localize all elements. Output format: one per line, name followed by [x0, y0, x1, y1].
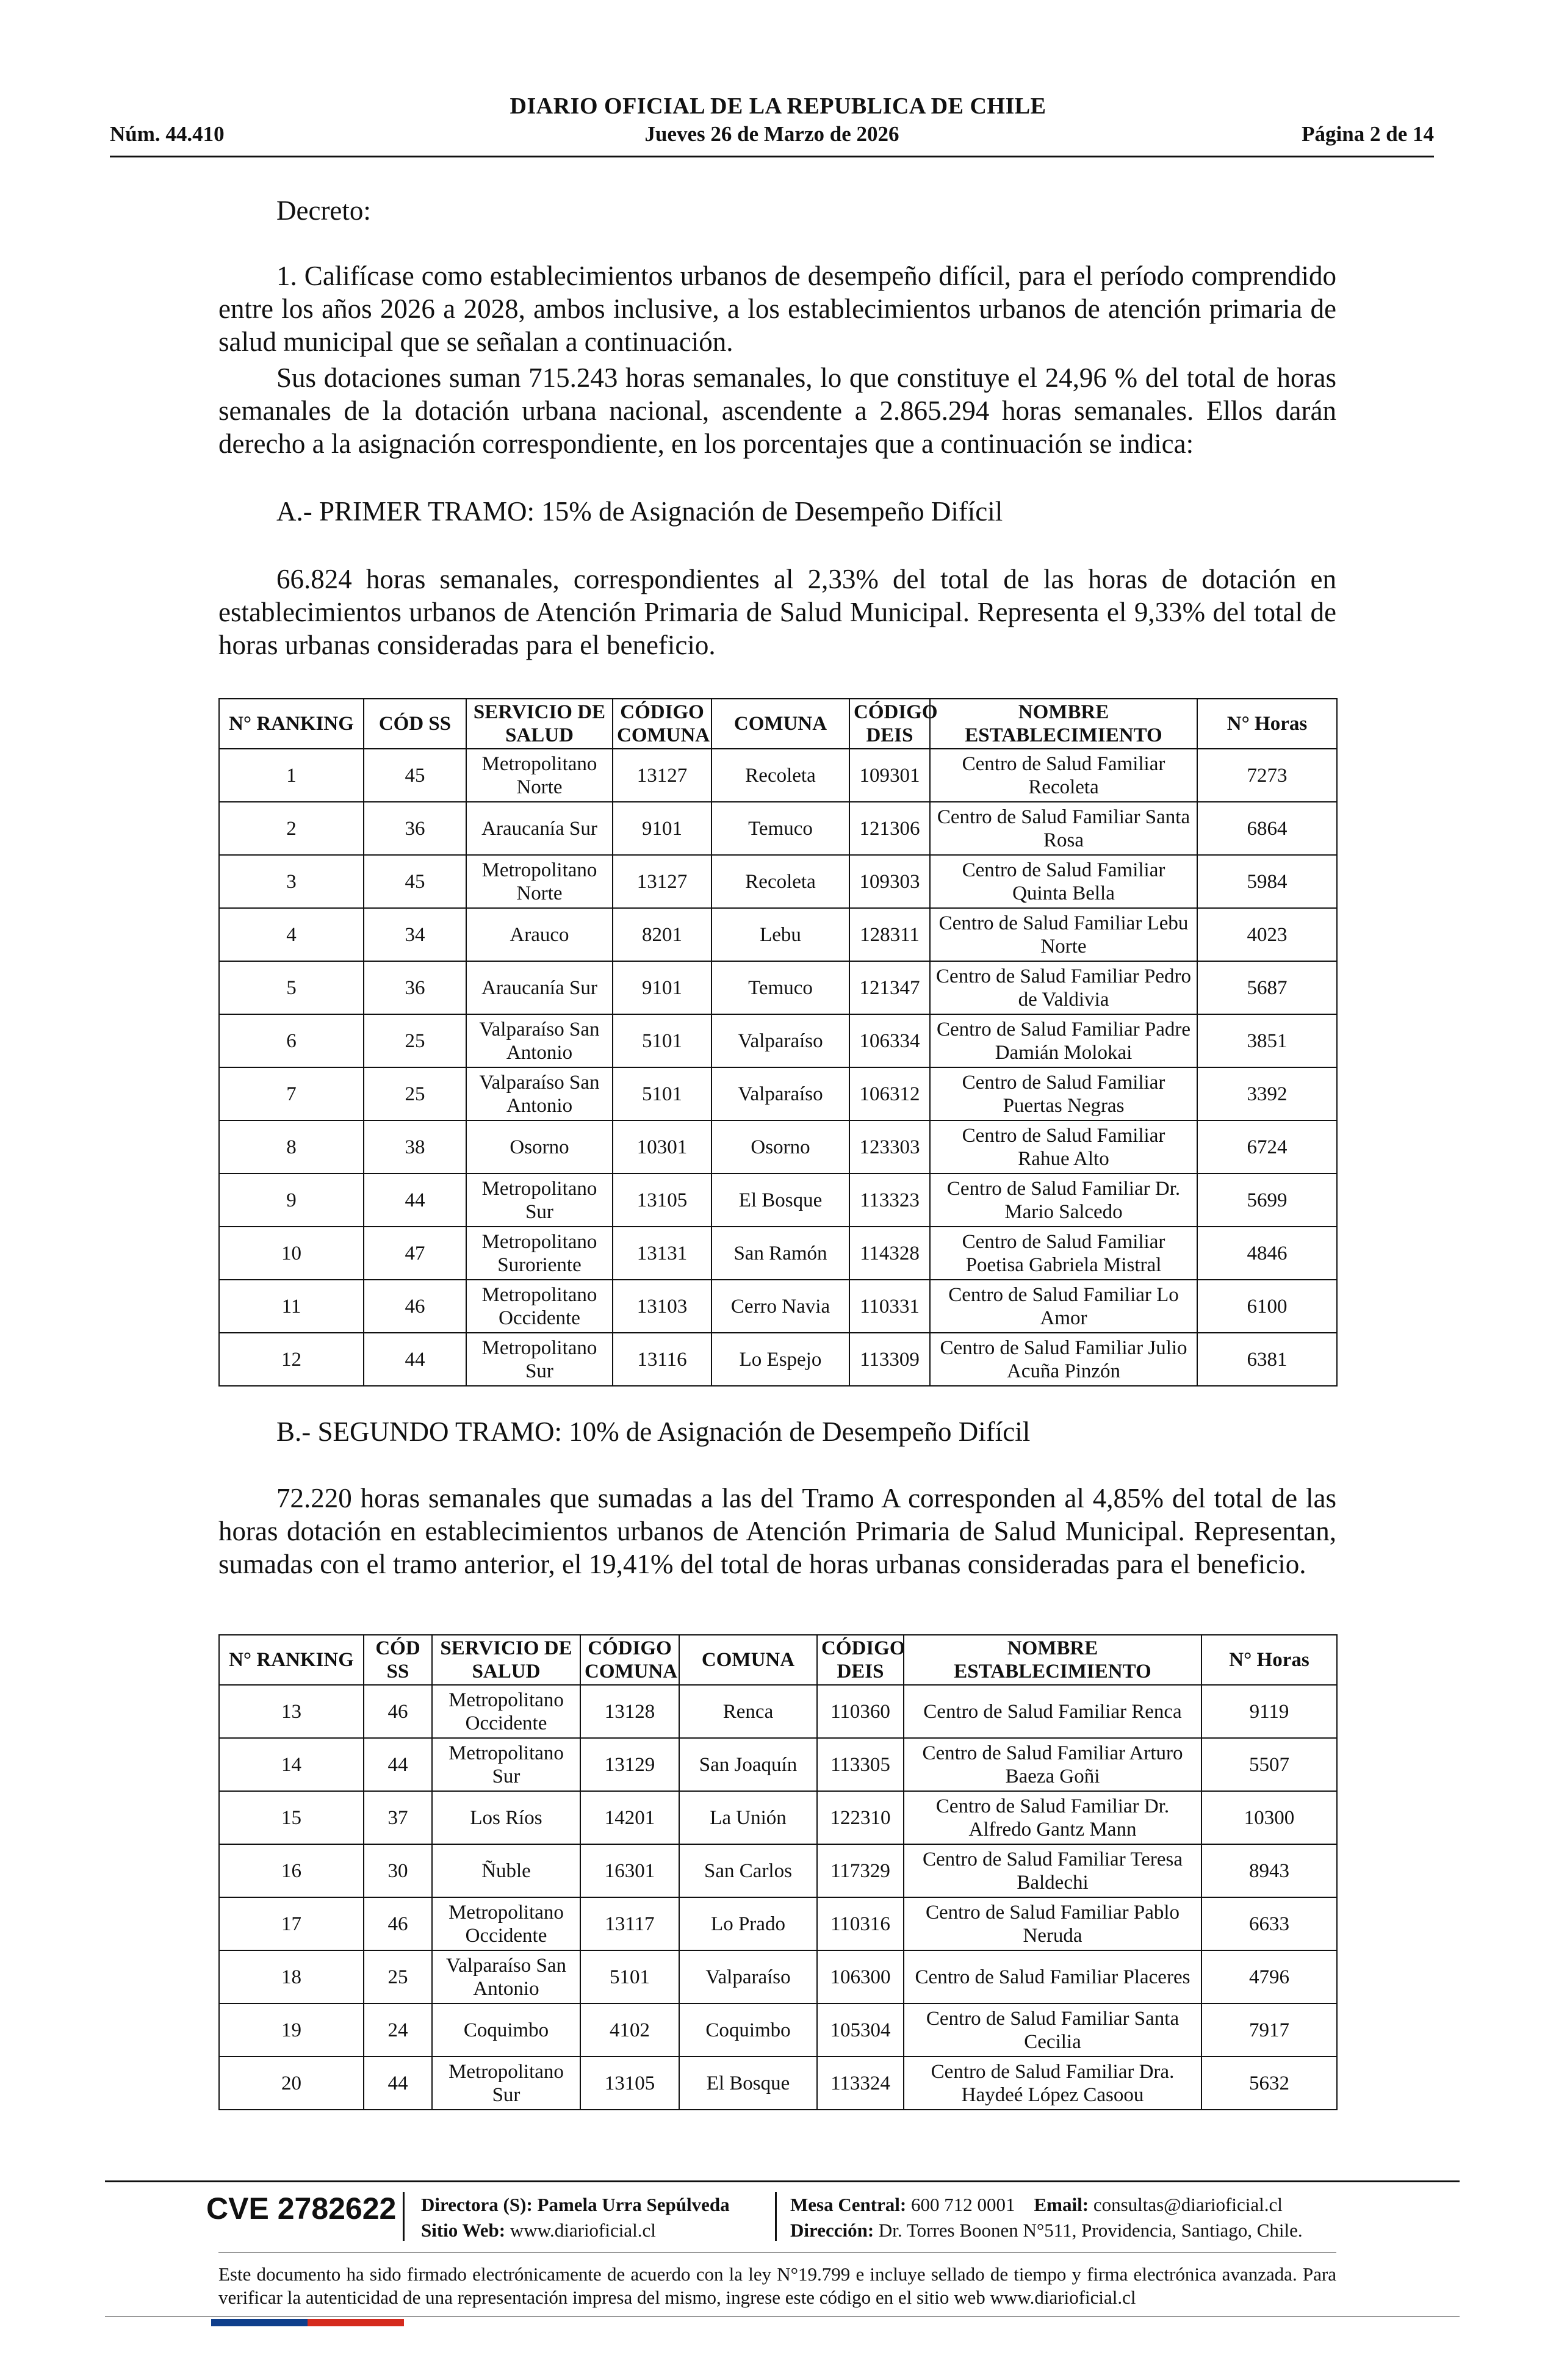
paragraph-2 — [218, 361, 1336, 460]
cell-ranking: 17 — [219, 1897, 364, 1950]
header-servicio: SERVICIO DE SALUD — [432, 1635, 580, 1685]
cell-establecimiento: Centro de Salud Familiar Santa Rosa — [930, 802, 1197, 855]
email-link[interactable]: consultas@diarioficial.cl — [1093, 2194, 1283, 2215]
table-row — [219, 1791, 1337, 1844]
cell-codigo-comuna: 13128 — [580, 1685, 679, 1738]
table-tramo-b — [218, 1634, 1338, 2110]
cell-establecimiento: Centro de Salud Familiar Quinta Bella — [930, 855, 1197, 908]
cell-comuna: Lo Espejo — [711, 1333, 849, 1386]
header-comuna: COMUNA — [679, 1635, 817, 1685]
cell-horas: 6100 — [1197, 1280, 1337, 1333]
cell-cod-ss: 30 — [364, 1844, 432, 1897]
cell-ranking: 9 — [219, 1174, 364, 1227]
cell-ranking: 18 — [219, 1950, 364, 2003]
cell-cod-ss: 44 — [364, 2057, 432, 2110]
tramo-a-paragraph — [218, 563, 1336, 662]
footer-divider-secondary — [218, 2252, 1336, 2253]
cell-servicio: Araucanía Sur — [466, 961, 613, 1014]
cell-cod-ss: 25 — [364, 1014, 466, 1067]
cell-comuna: San Carlos — [679, 1844, 817, 1897]
table-row — [219, 749, 1337, 802]
table-row — [219, 2003, 1337, 2057]
table-row — [219, 1014, 1337, 1067]
cell-comuna: Lebu — [711, 908, 849, 961]
director-name: Pamela Urra Sepúlveda — [537, 2194, 730, 2215]
cell-establecimiento: Centro de Salud Familiar Dra. Haydeé López Casoou — [904, 2057, 1201, 2110]
cell-ranking: 10 — [219, 1227, 364, 1280]
cell-establecimiento: Centro de Salud Familiar Lo Amor — [930, 1280, 1197, 1333]
legal-notice: Este documento ha sido firmado electrónicamente de acuerdo con la ley N°19.799 e incluye sellado de tiempo y firma electrónica avanzada. Para verificar la autenticidad de una representación impresa del mismo, ingrese este código en el sitio web www.diarioficial.cl — [218, 2263, 1336, 2308]
cell-comuna: Valparaíso — [711, 1014, 849, 1067]
decree-label-text: Decreto: — [276, 195, 371, 226]
issue-number: Núm. 44.410 — [110, 122, 225, 146]
cell-cod-ss: 24 — [364, 2003, 432, 2057]
header-codigo-comuna: CÓDIGO COMUNA — [613, 699, 711, 749]
cell-cod-ss: 45 — [364, 855, 466, 908]
cell-codigo-deis: 105304 — [817, 2003, 904, 2057]
cell-codigo-comuna: 13103 — [613, 1280, 711, 1333]
cell-horas: 4846 — [1197, 1227, 1337, 1280]
cell-codigo-comuna: 5101 — [613, 1067, 711, 1120]
cell-cod-ss: 25 — [364, 1950, 432, 2003]
cell-codigo-deis: 122310 — [817, 1791, 904, 1844]
cell-horas: 5699 — [1197, 1174, 1337, 1227]
cell-servicio: Valparaíso San Antonio — [466, 1014, 613, 1067]
cell-servicio: Los Ríos — [432, 1791, 580, 1844]
director-label: Directora (S): — [421, 2194, 533, 2215]
decree-label — [218, 194, 1336, 227]
cell-comuna: Recoleta — [711, 855, 849, 908]
cell-codigo-comuna: 13129 — [580, 1738, 679, 1791]
cell-codigo-comuna: 13127 — [613, 749, 711, 802]
cell-establecimiento: Centro de Salud Familiar Julio Acuña Pinzón — [930, 1333, 1197, 1386]
cell-servicio: Metropolitano Norte — [466, 749, 613, 802]
table-row — [219, 961, 1337, 1014]
cell-codigo-comuna: 5101 — [613, 1014, 711, 1067]
footer-divider — [105, 2180, 1460, 2182]
cell-cod-ss: 46 — [364, 1897, 432, 1950]
cell-servicio: Metropolitano Sur — [466, 1333, 613, 1386]
cell-horas: 10300 — [1201, 1791, 1337, 1844]
cell-servicio: Metropolitano Sur — [432, 2057, 580, 2110]
cell-servicio: Valparaíso San Antonio — [466, 1067, 613, 1120]
table-row — [219, 1174, 1337, 1227]
cell-codigo-deis: 106334 — [849, 1014, 930, 1067]
cell-horas: 7273 — [1197, 749, 1337, 802]
tramo-b-paragraph — [218, 1482, 1336, 1581]
cell-horas: 9119 — [1201, 1685, 1337, 1738]
cell-cod-ss: 38 — [364, 1120, 466, 1174]
cell-codigo-deis: 113305 — [817, 1738, 904, 1791]
cell-cod-ss: 34 — [364, 908, 466, 961]
cell-cod-ss: 46 — [364, 1280, 466, 1333]
cell-cod-ss: 36 — [364, 802, 466, 855]
cell-codigo-comuna: 9101 — [613, 802, 711, 855]
web-label: Sitio Web: — [421, 2220, 506, 2241]
cell-establecimiento: Centro de Salud Familiar Poetisa Gabriela Mistral — [930, 1227, 1197, 1280]
table-row — [219, 802, 1337, 855]
cell-horas: 7917 — [1201, 2003, 1337, 2057]
cell-horas: 6633 — [1201, 1897, 1337, 1950]
cell-ranking: 12 — [219, 1333, 364, 1386]
cell-establecimiento: Centro de Salud Familiar Recoleta — [930, 749, 1197, 802]
cell-establecimiento: Centro de Salud Familiar Rahue Alto — [930, 1120, 1197, 1174]
cell-codigo-deis: 110316 — [817, 1897, 904, 1950]
cell-horas: 6724 — [1197, 1120, 1337, 1174]
cell-ranking: 14 — [219, 1738, 364, 1791]
header-ranking: N° RANKING — [219, 699, 364, 749]
cell-codigo-deis: 106312 — [849, 1067, 930, 1120]
cell-comuna: Cerro Navia — [711, 1280, 849, 1333]
header-establecimiento: NOMBRE ESTABLECIMIENTO — [904, 1635, 1201, 1685]
cell-comuna: Valparaíso — [711, 1067, 849, 1120]
cell-ranking: 13 — [219, 1685, 364, 1738]
cell-establecimiento: Centro de Salud Familiar Placeres — [904, 1950, 1201, 2003]
footer-separator — [403, 2192, 405, 2241]
cell-codigo-comuna: 13131 — [613, 1227, 711, 1280]
cell-cod-ss: 44 — [364, 1738, 432, 1791]
cell-cod-ss: 44 — [364, 1333, 466, 1386]
table-header-row — [219, 699, 1337, 749]
website-link[interactable]: www.diarioficial.cl — [510, 2220, 656, 2241]
flag-stripe-blue — [211, 2319, 308, 2326]
cell-horas: 5687 — [1197, 961, 1337, 1014]
cell-ranking: 5 — [219, 961, 364, 1014]
flag-stripe-red — [308, 2319, 404, 2326]
cell-codigo-comuna: 9101 — [613, 961, 711, 1014]
cell-cod-ss: 45 — [364, 749, 466, 802]
table-row — [219, 1950, 1337, 2003]
cell-codigo-deis: 123303 — [849, 1120, 930, 1174]
cell-comuna: El Bosque — [679, 2057, 817, 2110]
cell-cod-ss: 46 — [364, 1685, 432, 1738]
cell-comuna: Recoleta — [711, 749, 849, 802]
cell-comuna: Temuco — [711, 802, 849, 855]
cell-horas: 5632 — [1201, 2057, 1337, 2110]
cell-establecimiento: Centro de Salud Familiar Lebu Norte — [930, 908, 1197, 961]
cell-comuna: La Unión — [679, 1791, 817, 1844]
cell-comuna: Coquimbo — [679, 2003, 817, 2057]
cell-establecimiento: Centro de Salud Familiar Padre Damián Molokai — [930, 1014, 1197, 1067]
cell-codigo-comuna: 4102 — [580, 2003, 679, 2057]
table-row — [219, 1227, 1337, 1280]
cell-servicio: Ñuble — [432, 1844, 580, 1897]
table-row — [219, 855, 1337, 908]
header-codigo-deis: CÓDIGO DEIS — [817, 1635, 904, 1685]
table-row — [219, 2057, 1337, 2110]
table-row — [219, 1067, 1337, 1120]
cell-codigo-deis: 113309 — [849, 1333, 930, 1386]
cell-ranking: 11 — [219, 1280, 364, 1333]
footer-divider-bottom — [105, 2316, 1460, 2317]
paragraph-2-text: Sus dotaciones suman 715.243 horas semanales, lo que constituye el 24,96 % del total de horas semanales de la dotación urbana nacional, ascendente a 2.865.294 horas semanales. Ellos darán derecho a la asignación correspondiente, en los porcentajes que a continuación se indica: — [218, 362, 1336, 459]
cell-servicio: Osorno — [466, 1120, 613, 1174]
newspaper-title: DIARIO OFICIAL DE LA REPUBLICA DE CHILE — [510, 93, 1046, 119]
cell-comuna: El Bosque — [711, 1174, 849, 1227]
cell-comuna: San Joaquín — [679, 1738, 817, 1791]
cell-codigo-comuna: 13127 — [613, 855, 711, 908]
cell-codigo-deis: 117329 — [817, 1844, 904, 1897]
cell-cod-ss: 47 — [364, 1227, 466, 1280]
cell-codigo-comuna: 13105 — [613, 1174, 711, 1227]
cell-ranking: 8 — [219, 1120, 364, 1174]
cell-comuna: Lo Prado — [679, 1897, 817, 1950]
cell-comuna: Renca — [679, 1685, 817, 1738]
cell-horas: 3392 — [1197, 1067, 1337, 1120]
cell-codigo-deis: 109301 — [849, 749, 930, 802]
phone-label: Mesa Central: — [790, 2194, 907, 2215]
cell-horas: 5984 — [1197, 855, 1337, 908]
cell-establecimiento: Centro de Salud Familiar Puertas Negras — [930, 1067, 1197, 1120]
cell-ranking: 4 — [219, 908, 364, 961]
header-ranking: N° RANKING — [219, 1635, 364, 1685]
cell-codigo-deis: 113323 — [849, 1174, 930, 1227]
cell-codigo-comuna: 13116 — [613, 1333, 711, 1386]
cell-servicio: Valparaíso San Antonio — [432, 1950, 580, 2003]
cell-ranking: 7 — [219, 1067, 364, 1120]
cell-horas: 4023 — [1197, 908, 1337, 961]
paragraph-1-text: 1. Califícase como establecimientos urbanos de desempeño difícil, para el período comprendido entre los años 2026 a 2028, ambos inclusive, a los establecimientos urbanos de atención primaria de salud municipal que se señalan a continuación. — [218, 261, 1336, 357]
table-row — [219, 908, 1337, 961]
cell-horas: 6864 — [1197, 802, 1337, 855]
cell-cod-ss: 44 — [364, 1174, 466, 1227]
header-codigo-comuna: CÓDIGO COMUNA — [580, 1635, 679, 1685]
tramo-b-text: 72.220 horas semanales que sumadas a las del Tramo A corresponden al 4,85% del total de las horas dotación en establecimientos urbanos de Atención Primaria de Salud Municipal. Representan, sumadas con el tramo anterior, el 19,41% del total de horas urbanas consideradas para el beneficio. — [218, 1483, 1336, 1579]
cell-establecimiento: Centro de Salud Familiar Teresa Baldechi — [904, 1844, 1201, 1897]
cell-servicio: Metropolitano Sur — [466, 1174, 613, 1227]
tramo-b-heading: B.- SEGUNDO TRAMO: 10% de Asignación de Desempeño Difícil — [276, 1416, 1031, 1447]
cell-ranking: 16 — [219, 1844, 364, 1897]
cell-servicio: Metropolitano Suroriente — [466, 1227, 613, 1280]
cell-codigo-comuna: 10301 — [613, 1120, 711, 1174]
header-row — [110, 122, 1434, 153]
cell-horas: 8943 — [1201, 1844, 1337, 1897]
cell-establecimiento: Centro de Salud Familiar Renca — [904, 1685, 1201, 1738]
email-label: Email: — [1034, 2194, 1089, 2215]
header-comuna: COMUNA — [711, 699, 849, 749]
cell-servicio: Araucanía Sur — [466, 802, 613, 855]
header-horas: N° Horas — [1197, 699, 1337, 749]
header-cod-ss: CÓD SS — [364, 699, 466, 749]
header-cod-ss: CÓD SS — [364, 1635, 432, 1685]
cell-ranking: 1 — [219, 749, 364, 802]
cell-codigo-comuna: 16301 — [580, 1844, 679, 1897]
cell-codigo-comuna: 14201 — [580, 1791, 679, 1844]
cell-comuna: San Ramón — [711, 1227, 849, 1280]
cell-codigo-deis: 121347 — [849, 961, 930, 1014]
cell-ranking: 3 — [219, 855, 364, 908]
cell-servicio: Arauco — [466, 908, 613, 961]
tramo-a-text: 66.824 horas semanales, correspondientes al 2,33% del total de las horas de dotación en establecimientos urbanos de Atención Primaria de Salud Municipal. Representa el 9,33% del total de horas urbanas consideradas para el beneficio. — [218, 564, 1336, 660]
cell-establecimiento: Centro de Salud Familiar Santa Cecilia — [904, 2003, 1201, 2057]
cell-servicio: Metropolitano Sur — [432, 1738, 580, 1791]
header-horas: N° Horas — [1201, 1635, 1337, 1685]
address-value: Dr. Torres Boonen N°511, Providencia, Santiago, Chile. — [878, 2220, 1303, 2241]
table-row — [219, 1844, 1337, 1897]
cell-ranking: 15 — [219, 1791, 364, 1844]
tramo-a-heading: A.- PRIMER TRAMO: 15% de Asignación de Desempeño Difícil — [276, 496, 1003, 527]
issue-date: Jueves 26 de Marzo de 2026 — [644, 122, 899, 146]
footer-contact-right — [790, 2192, 1303, 2243]
cell-horas: 6381 — [1197, 1333, 1337, 1386]
cell-establecimiento: Centro de Salud Familiar Arturo Baeza Goñi — [904, 1738, 1201, 1791]
cve-code: CVE 2782622 — [206, 2191, 397, 2226]
paragraph-1 — [218, 259, 1336, 358]
cell-comuna: Temuco — [711, 961, 849, 1014]
cell-comuna: Valparaíso — [679, 1950, 817, 2003]
table-row — [219, 1333, 1337, 1386]
cell-codigo-deis: 110360 — [817, 1685, 904, 1738]
cell-comuna: Osorno — [711, 1120, 849, 1174]
cell-cod-ss: 36 — [364, 961, 466, 1014]
phone-value: 600 712 0001 — [911, 2194, 1015, 2215]
cell-ranking: 20 — [219, 2057, 364, 2110]
table-row — [219, 1280, 1337, 1333]
cell-ranking: 2 — [219, 802, 364, 855]
address-label: Dirección: — [790, 2220, 874, 2241]
header-divider — [110, 156, 1434, 157]
footer-contact-left — [421, 2192, 730, 2243]
footer-separator — [775, 2192, 777, 2241]
cell-codigo-comuna: 13117 — [580, 1897, 679, 1950]
cell-codigo-comuna: 13105 — [580, 2057, 679, 2110]
cell-horas: 5507 — [1201, 1738, 1337, 1791]
cell-codigo-deis: 121306 — [849, 802, 930, 855]
table-row — [219, 1120, 1337, 1174]
cell-establecimiento: Centro de Salud Familiar Dr. Alfredo Gantz Mann — [904, 1791, 1201, 1844]
cell-codigo-comuna: 8201 — [613, 908, 711, 961]
cell-servicio: Metropolitano Occidente — [432, 1897, 580, 1950]
table-row — [219, 1685, 1337, 1738]
cell-servicio: Metropolitano Occidente — [466, 1280, 613, 1333]
header-servicio: SERVICIO DE SALUD — [466, 699, 613, 749]
cell-establecimiento: Centro de Salud Familiar Dr. Mario Salcedo — [930, 1174, 1197, 1227]
cell-codigo-comuna: 5101 — [580, 1950, 679, 2003]
cell-servicio: Metropolitano Norte — [466, 855, 613, 908]
cell-horas: 3851 — [1197, 1014, 1337, 1067]
cell-establecimiento: Centro de Salud Familiar Pablo Neruda — [904, 1897, 1201, 1950]
cell-codigo-deis: 109303 — [849, 855, 930, 908]
cell-cod-ss: 37 — [364, 1791, 432, 1844]
cell-establecimiento: Centro de Salud Familiar Pedro de Valdivia — [930, 961, 1197, 1014]
cell-codigo-deis: 106300 — [817, 1950, 904, 2003]
cell-codigo-deis: 110331 — [849, 1280, 930, 1333]
cell-cod-ss: 25 — [364, 1067, 466, 1120]
cell-ranking: 6 — [219, 1014, 364, 1067]
page-indicator: Página 2 de 14 — [1302, 122, 1434, 146]
table-row — [219, 1897, 1337, 1950]
cell-codigo-deis: 128311 — [849, 908, 930, 961]
cell-codigo-deis: 113324 — [817, 2057, 904, 2110]
cell-ranking: 19 — [219, 2003, 364, 2057]
table-header-row — [219, 1635, 1337, 1685]
cell-servicio: Metropolitano Occidente — [432, 1685, 580, 1738]
cell-horas: 4796 — [1201, 1950, 1337, 2003]
cell-servicio: Coquimbo — [432, 2003, 580, 2057]
table-tramo-a — [218, 698, 1338, 1387]
header-establecimiento: NOMBRE ESTABLECIMIENTO — [930, 699, 1197, 749]
header-codigo-deis: CÓDIGO DEIS — [849, 699, 930, 749]
table-row — [219, 1738, 1337, 1791]
cell-codigo-deis: 114328 — [849, 1227, 930, 1280]
